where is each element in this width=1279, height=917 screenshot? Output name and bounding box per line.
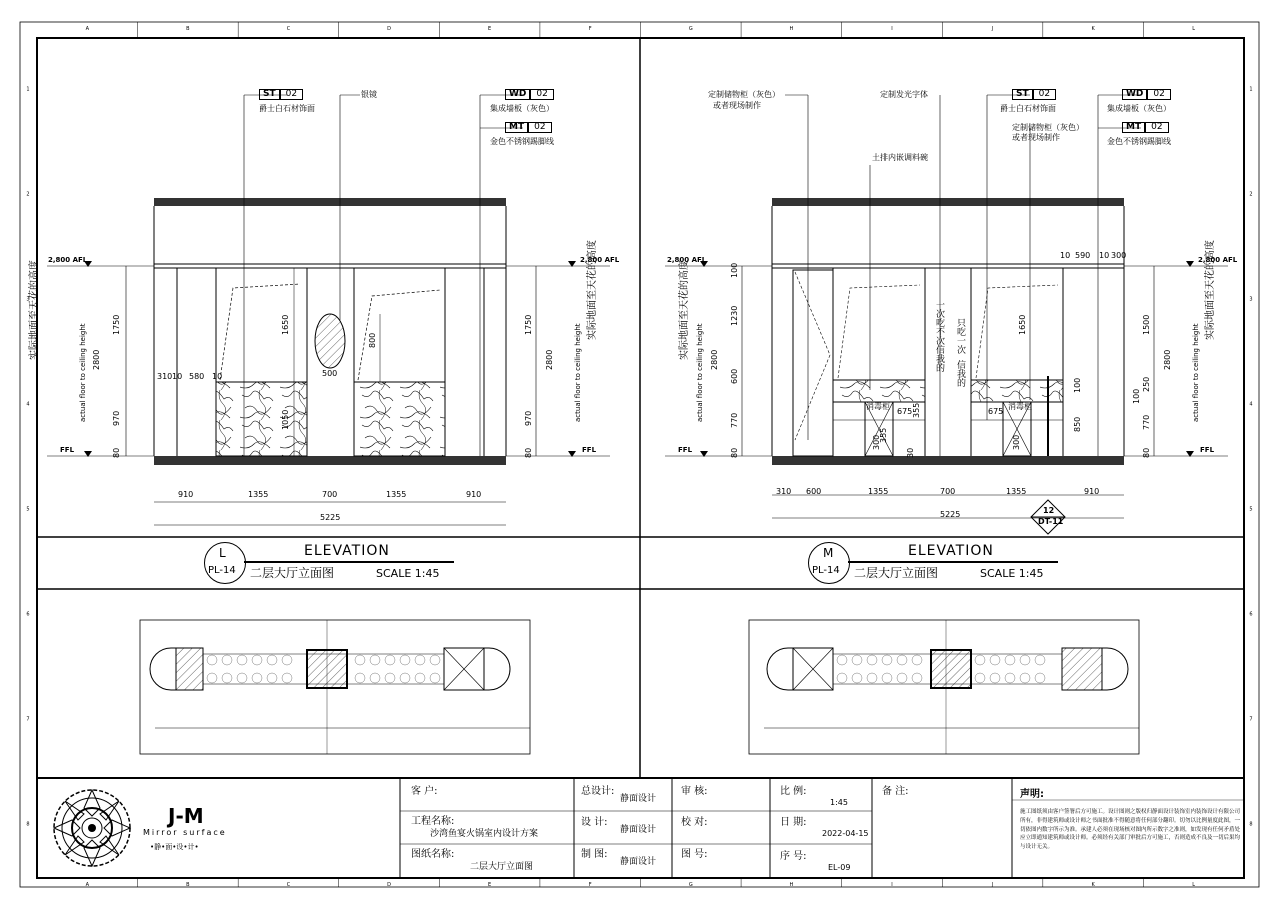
grid-col-label: K: [1091, 26, 1095, 32]
dim-right-2800: 2800: [545, 349, 554, 370]
dim-total-left: 5225: [320, 513, 341, 522]
grid-row-label: 2: [26, 191, 30, 198]
date-label: 日 期:: [780, 817, 807, 828]
dim-r-top-300: 300: [1111, 251, 1127, 260]
label-sterilizer-2: 消毒柜: [1008, 402, 1032, 411]
dim-bottom-910b: 910: [466, 490, 482, 499]
drawing-value: 二层大厅立面图: [470, 862, 534, 872]
grid-col-label: L: [1192, 882, 1196, 888]
grid-row-label: 8: [1249, 821, 1253, 828]
grid-row-label: 6: [26, 611, 30, 618]
tag-st-left-desc: 爵士白石材饰面: [259, 104, 315, 113]
glow-text-2: 只吃一次: [955, 318, 965, 354]
client-label: 客 户:: [411, 786, 438, 797]
dim-r-inner-850: 850: [1073, 416, 1082, 432]
mirror-label: 银镜: [361, 90, 377, 99]
left-title-sheet: PL-14: [208, 565, 236, 576]
glow-text-3: 信我的: [934, 345, 944, 372]
dim-r-inner-355a: 355: [912, 402, 921, 418]
level-top-right-a: 2,800 AFL: [667, 256, 707, 264]
dim-r-inner-300a: 300: [872, 434, 881, 450]
review-label: 审 核:: [681, 786, 708, 797]
grid-col-label: B: [186, 882, 190, 888]
decl-line: 施工图纸须由客户签署后方可施工。设计图则之版权归静面设计装饰室内装饰设计有限公司: [1020, 809, 1241, 815]
tag-st-left: ST 02: [259, 89, 303, 100]
decl-label: 声明:: [1020, 789, 1044, 800]
tag-st-right: ST 02: [1012, 89, 1056, 100]
tag-wd-left-desc: 集成墙板（灰色）: [490, 104, 554, 113]
dim-r-right-2800: 2800: [1163, 349, 1172, 370]
vert-en-right-b: actual floor to ceiling height: [1192, 323, 1200, 422]
dim-left-970: 970: [112, 410, 121, 426]
tag-wd-right-desc: 集成墙板（灰色）: [1107, 104, 1171, 113]
dim-r-left-2800: 2800: [710, 349, 719, 370]
label-cabinet-2b: 或者现场制作: [1012, 133, 1060, 142]
level-bottom-left-a: FFL: [60, 446, 75, 454]
dim-right-1750: 1750: [524, 314, 533, 335]
tag-mt-left-desc: 金色不锈钢踢脚线: [490, 137, 554, 146]
level-top-left-b: 2,800 AFL: [580, 256, 620, 264]
right-title-underline: [848, 561, 1058, 563]
seq-value: EL-09: [828, 863, 851, 872]
logo-main: J-M: [168, 804, 204, 828]
vert-cn-left-b: 实际地面至天花的高度: [587, 240, 598, 340]
level-bottom-right-b: FFL: [1200, 446, 1215, 454]
dim-r-top-590: 590: [1075, 251, 1091, 260]
label-sauce-bowl: 土排内嵌调料碗: [872, 153, 928, 162]
dim-r-bottom-600: 600: [806, 487, 822, 496]
dim-r-inner-300b: 300: [1012, 434, 1021, 450]
right-title-letter: M: [823, 546, 834, 560]
grid-col-label: E: [488, 882, 492, 888]
dim-r-left-770: 770: [730, 412, 739, 428]
dim-r-inner-1650: 1650: [1018, 314, 1027, 335]
tag-st-right-desc: 爵士白石材饰面: [1000, 104, 1056, 113]
grid-col-label: G: [688, 882, 693, 888]
dim-r-left-80: 80: [730, 447, 739, 458]
decl-line: 切依图内数字所示为准。承建人必须在现场核对图内所示数字之准则，如发现有任何矛盾处: [1020, 826, 1241, 833]
glow-text-1: 一次吃不次: [934, 300, 944, 345]
date-value: 2022-04-15: [822, 829, 869, 838]
label-cabinet-1b: 或者现场制作: [713, 101, 761, 110]
dim-r-inner-355b: 355: [879, 427, 888, 443]
grid-row-label: 4: [26, 401, 30, 408]
grid-col-label: H: [789, 26, 794, 32]
vert-en-left-b: actual floor to ceiling height: [574, 323, 582, 422]
project-label: 工程名称:: [411, 816, 455, 827]
grid-col-label: F: [588, 26, 592, 32]
dim-left-1750: 1750: [112, 314, 121, 335]
right-title-word: ELEVATION: [908, 543, 994, 559]
chief-value: 静面设计: [620, 794, 657, 804]
dim-r-inner-675a: 675: [897, 407, 913, 416]
dim-r-bottom-310: 310: [776, 487, 792, 496]
left-title-underline: [244, 561, 454, 563]
vert-en-left-a: actual floor to ceiling height: [79, 323, 87, 422]
dim-bottom-1355b: 1355: [386, 490, 407, 499]
dim-inner-1650: 1650: [281, 314, 290, 335]
vert-cn-right-b: 实际地面至天花的高度: [1205, 240, 1216, 340]
dim-r-left-1230: 1230: [730, 305, 739, 326]
scale-value: 1:45: [830, 798, 848, 807]
label-sterilizer-1: 消毒柜: [866, 402, 890, 411]
left-title-word: ELEVATION: [304, 543, 390, 559]
tag-mt-right: MT 02: [1122, 122, 1169, 133]
grid-row-label: 1: [1249, 86, 1253, 93]
dim-r-bottom-1355a: 1355: [868, 487, 889, 496]
grid-col-label: G: [688, 26, 693, 32]
right-title-sheet: PL-14: [812, 565, 840, 576]
grid-col-label: J: [991, 26, 994, 32]
dim-inner-500: 500: [322, 369, 338, 378]
grid-row-label: 8: [26, 821, 30, 828]
grid-col-label: B: [186, 26, 190, 32]
tag-wd-right: WD 02: [1122, 89, 1171, 100]
grid-row-label: 4: [1249, 401, 1253, 408]
section-num: 12: [1043, 506, 1055, 515]
level-top-left-a: 2,800 AFL: [48, 256, 88, 264]
dim-total-right: 5225: [940, 510, 961, 519]
grid-row-label: 5: [1249, 506, 1253, 513]
dim-r-right-250: 250: [1142, 376, 1151, 392]
grid-col-label: L: [1192, 26, 1196, 32]
chief-label: 总设计:: [581, 786, 615, 797]
dim-inner-10b: 10: [212, 372, 223, 381]
grid-col-label: I: [891, 26, 893, 32]
left-title-scale: SCALE 1:45: [376, 567, 440, 580]
decl-line: 应立即通知建筑师或设计师。必须经有关部门审批后方可施工，否则造成不良及一切后果均: [1020, 835, 1241, 842]
grid-col-label: D: [387, 26, 391, 32]
dim-inner-800: 800: [368, 332, 377, 348]
tag-mt-left: MT 02: [505, 122, 552, 133]
grid-row-label: 1: [26, 86, 30, 93]
decl-text: [1020, 808, 1242, 852]
dim-bottom-1355a: 1355: [248, 490, 269, 499]
dim-r-left-600: 600: [730, 368, 739, 384]
design-value: 静面设计: [620, 825, 657, 835]
scale-label: 比 例:: [780, 786, 807, 797]
grid-col-label: A: [85, 26, 90, 32]
design-label: 设 计:: [581, 817, 608, 828]
grid-row-label: 3: [1249, 296, 1253, 303]
dim-left-2800: 2800: [92, 349, 101, 370]
dim-r-left-100: 100: [730, 262, 739, 278]
decl-line: 与设计无关。: [1020, 844, 1054, 851]
grid-col-label: K: [1091, 882, 1095, 888]
dim-right-970: 970: [524, 410, 533, 426]
tag-wd-left: WD 02: [505, 89, 554, 100]
level-top-right-b: 2,800 AFL: [1198, 256, 1238, 264]
vert-en-right-a: actual floor to ceiling height: [696, 323, 704, 422]
tag-mt-right-desc: 金色不锈钢踢脚线: [1107, 137, 1171, 146]
draft-value: 静面设计: [620, 857, 657, 867]
project-value: 沙湾鱼宴火锅室内设计方案: [430, 829, 539, 839]
dim-r-inner-100: 100: [1073, 377, 1082, 393]
label-glow-font: 定制发光字体: [880, 90, 928, 99]
note-label: 备 注:: [882, 786, 909, 797]
grid-col-label: J: [991, 882, 994, 888]
dim-r-right-100: 100: [1132, 388, 1141, 404]
grid-col-label: C: [286, 882, 291, 888]
dim-r-right-770: 770: [1142, 414, 1151, 430]
grid-row-label: 6: [1249, 611, 1253, 618]
grid-col-label: H: [789, 882, 794, 888]
level-bottom-right-a: FFL: [678, 446, 693, 454]
dim-r-top-10a: 10: [1060, 251, 1071, 260]
drawing-label: 图纸名称:: [411, 849, 455, 860]
dim-r-bottom-1355b: 1355: [1006, 487, 1027, 496]
level-bottom-left-b: FFL: [582, 446, 597, 454]
dim-inner-310: 310: [157, 372, 173, 381]
figno-label: 图 号:: [681, 849, 708, 860]
draft-label: 制 图:: [581, 849, 608, 860]
dim-r-bottom-700: 700: [940, 487, 956, 496]
right-title-cn: 二层大厅立面图: [854, 566, 939, 580]
label-cabinet-2: 定制储物柜（灰色）: [1012, 123, 1084, 132]
grid-col-label: F: [588, 882, 592, 888]
grid-col-label: D: [387, 882, 391, 888]
dim-r-inner-675b: 675: [988, 407, 1004, 416]
decl-line: 所有，非得建筑师或设计师之书面批准不得随意将任何部分翻印。切勿以比例量度此图，一: [1020, 817, 1241, 824]
grid-col-label: E: [488, 26, 492, 32]
dim-r-inner-30: 30: [906, 447, 915, 458]
grid-col-label: A: [85, 882, 90, 888]
grid-row-label: 5: [26, 506, 30, 513]
grid-row-label: 3: [26, 296, 30, 303]
logo-sub: Mirror surface: [143, 828, 227, 837]
dim-bottom-700: 700: [322, 490, 338, 499]
dim-r-top-10b: 10: [1099, 251, 1110, 260]
dim-r-right-1500: 1500: [1142, 314, 1151, 335]
label-cabinet-1: 定制储物柜（灰色）: [708, 90, 780, 99]
dim-inner-580: 580: [189, 372, 205, 381]
left-title-cn: 二层大厅立面图: [250, 566, 335, 580]
dim-r-bottom-910: 910: [1084, 487, 1100, 496]
left-title-letter: L: [219, 546, 226, 560]
check-label: 校 对:: [681, 817, 708, 828]
grid-col-label: C: [286, 26, 291, 32]
grid-col-label: I: [891, 882, 893, 888]
logo-cn: •静•面•设•计•: [150, 843, 199, 851]
grid-row-label: 2: [1249, 191, 1253, 198]
vert-cn-left-a: 实际地面至天花的高度: [29, 260, 40, 360]
seq-label: 序 号:: [780, 851, 807, 862]
glow-text-4: 信我的: [955, 360, 965, 387]
dim-r-right-80: 80: [1142, 447, 1151, 458]
dim-inner-1050: 1050: [281, 409, 290, 430]
dim-left-80: 80: [112, 447, 121, 458]
dim-right-80: 80: [524, 447, 533, 458]
grid-row-label: 7: [1249, 716, 1253, 723]
grid-row-label: 7: [26, 716, 30, 723]
right-title-scale: SCALE 1:45: [980, 567, 1044, 580]
dim-inner-10a: 10: [172, 372, 183, 381]
section-ref: DT-11: [1038, 517, 1064, 526]
vert-cn-right-a: 实际地面至天花的高度: [679, 260, 690, 360]
dim-bottom-910a: 910: [178, 490, 194, 499]
